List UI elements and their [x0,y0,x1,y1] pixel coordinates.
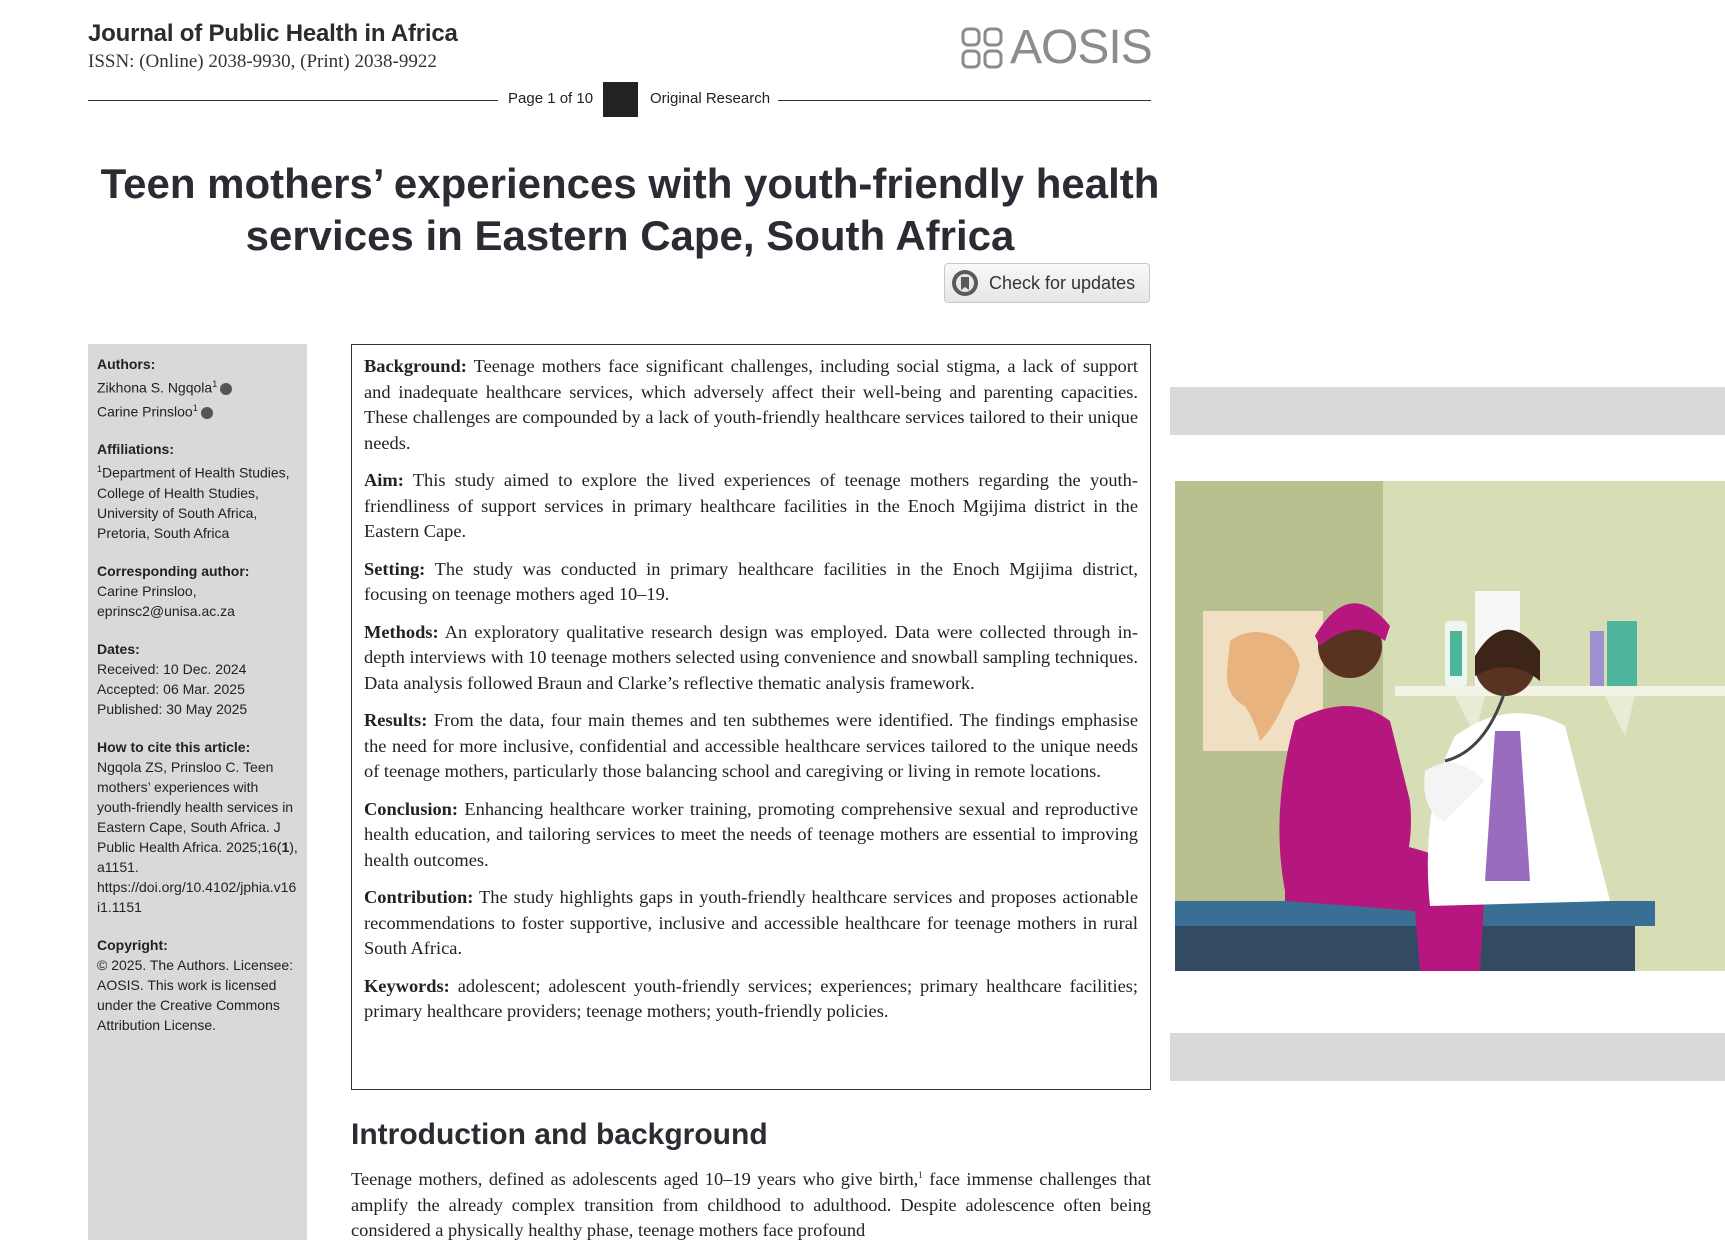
citation-text: Ngqola ZS, Prinsloo C. Teen mothers’ experiences with youth-friendly health services in Eastern Cape, South Africa. J Public Health Africa. 2025;16(1), a1151. https://doi.org/10.4102/jphia.v16i1.1151 [97,758,298,915]
check-updates-label: Check for updates [989,272,1136,293]
aosis-logo-icon [960,26,1004,70]
corresponding-author-block [97,561,298,621]
copyright-block [97,935,298,1035]
citation-heading: How to cite this article: [97,738,251,755]
abstract-methods: Methods: An exploratory qualitative research design was employed. Data were collected through in-depth interviews with 10 teenage mothers selected using convenience and snowball sampling techniques. Data analysis followed Braun and Clarke’s reflective thematic analysis framework. [364,621,1138,693]
logo-wordmark: AOSIS [1010,21,1152,74]
section-heading: Introduction and background [351,1118,768,1151]
decorative-band-bottom [1170,1033,1725,1081]
abstract-contribution: Contribution: The study highlights gaps in youth-friendly healthcare services and proposes actionable recommendations to foster supportive, inclusive and accessible healthcare for teenage mothers in rural South Africa. [364,887,1138,958]
authors-block [97,354,298,421]
abstract-box [351,344,1151,1090]
check-for-updates-button[interactable] [944,263,1150,303]
affiliations-block: Affiliations: $^1$Department of Health Studies, College of Health Studies, University of South Africa, Pretoria, South Africa [97,439,298,543]
corresponding-name: Carine Prinsloo, [97,582,197,599]
decorative-band-top [1170,387,1725,435]
citation-block [97,737,298,917]
abstract-results: Results: From the data, four main themes and ten subthemes were identified. The findings emphasise the need for more inclusive, confidential and accessible healthcare services tailored to the unique needs of teenage mothers, particularly those balancing school and caregiving or living in remote locations. [364,710,1138,781]
authors-heading: Authors: [97,356,156,372]
received-date: Received: 10 Dec. 2024 [97,660,247,677]
header-rule-left [88,100,498,101]
page-marker [603,82,638,117]
dates-block [97,639,298,719]
bookmark-badge-icon [951,269,979,297]
author-name: Carine Prinsloo$^1$ [97,398,298,422]
abstract-keywords: Keywords: adolescent; adolescent youth-friendly services; experiences; primary healthcare facilities; primary healthcare providers; teenage mothers; youth-friendly policies. [364,975,1138,1021]
header-rule-right [778,100,1151,101]
article-info-sidebar [88,344,307,1240]
copyright-heading: Copyright: [97,936,168,953]
abstract-setting: Setting: The study was conducted in primary healthcare facilities in the Enoch Mgijima district, focusing on teenage mothers aged 10–19. [364,558,1138,604]
intro-paragraph: Teenage mothers, defined as adolescents aged 10–19 years who give birth,$^1$ face immense challenges that amplify the already complex transition from childhood to adulthood. Despite adolescence often being considered a physically healthy phase, teenage mothers face profound [351,1169,1151,1241]
article-title: Teen mothers’ experiences with youth-friendly health services in Eastern Cape, South Africa [100,160,1160,259]
orcid-icon[interactable] [201,407,213,419]
published-date: Published: 30 May 2025 [97,700,248,717]
corresponding-heading: Corresponding author: [97,562,250,579]
abstract-aim: Aim: This study aimed to explore the lived experiences of teenage mothers regarding the youth-friendliness of support services in primary healthcare facilities in the Enoch Mgijima district in the Eastern Cape. [364,470,1138,541]
dates-heading: Dates: [97,640,140,657]
accepted-date: Accepted: 06 Mar. 2025 [97,680,245,697]
copyright-text: © 2025. The Authors. Licensee: AOSIS. This work is licensed under the Creative Commons Attribution License. [97,956,294,1033]
clinic-illustration [1175,481,1725,971]
publisher-logo [960,18,1152,78]
affiliations-heading: Affiliations: [97,441,174,458]
article-type: Original Research [650,90,771,107]
affiliation-text: Department of Health Studies, College of Health Studies, University of South Africa, Pretoria, South Africa [97,464,290,541]
journal-title: Journal of Public Health in Africa [88,20,458,47]
orcid-icon[interactable] [220,383,232,395]
corresponding-email[interactable]: eprinsc2@unisa.ac.za [97,602,235,619]
page-number: Page 1 of 10 [508,90,594,107]
abstract-conclusion: Conclusion: Enhancing healthcare worker training, promoting comprehensive sexual and reproductive health education, and tailoring services to meet the needs of teenage mothers are essential to improving health outcomes. [364,798,1138,870]
author-name: Zikhona S. Ngqola$^1$ [97,374,298,398]
abstract-background: Background: Teenage mothers face significant challenges, including social stigma, a lack of support and inadequate healthcare services, which adversely affect their well-being and parenting capacities. These challenges are compounded by a lack of youth-friendly healthcare services tailored to their unique needs. [364,356,1138,453]
issn-line: ISSN: (Online) 2038-9930, (Print) 2038-9922 [88,51,437,72]
